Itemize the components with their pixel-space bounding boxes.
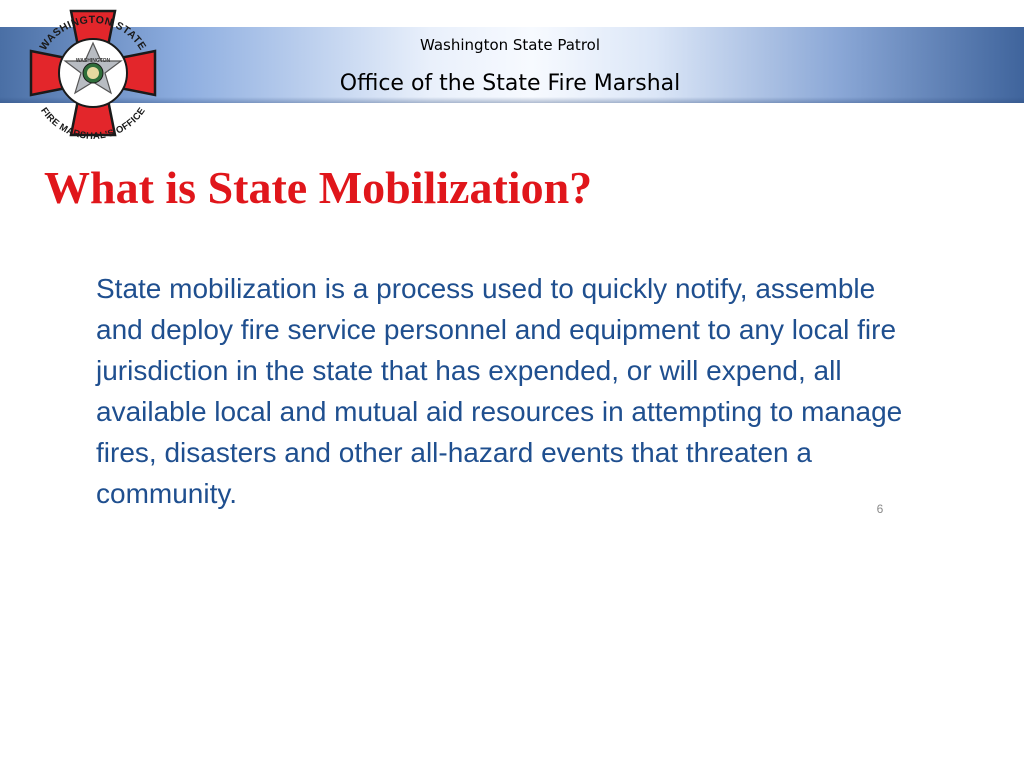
agency-name: Washington State Patrol xyxy=(419,36,600,54)
slide-number: 6 xyxy=(876,502,884,516)
fire-marshal-logo xyxy=(10,0,170,150)
logo-top-text: WASHINGTON STATE xyxy=(37,13,149,53)
slide-title: What is State Mobilization? xyxy=(44,162,593,213)
office-name: Office of the State Fire Marshal xyxy=(339,71,681,96)
logo-bottom-text: FIRE MARSHAL'S OFFICE xyxy=(38,105,148,143)
logo-badge-text: WASHINGTON xyxy=(75,58,111,64)
fire-marshal-logo-icon xyxy=(10,0,170,150)
slide-body: State mobilization is a process used to quickly notify, assemble and deploy fire service personnel and equipment to any local fire jurisdiction in the state that has expended, or will expend, all available local and mutual aid resources in attempting to manage fires, disasters and other all-hazard events that threaten a community. xyxy=(96,273,903,509)
